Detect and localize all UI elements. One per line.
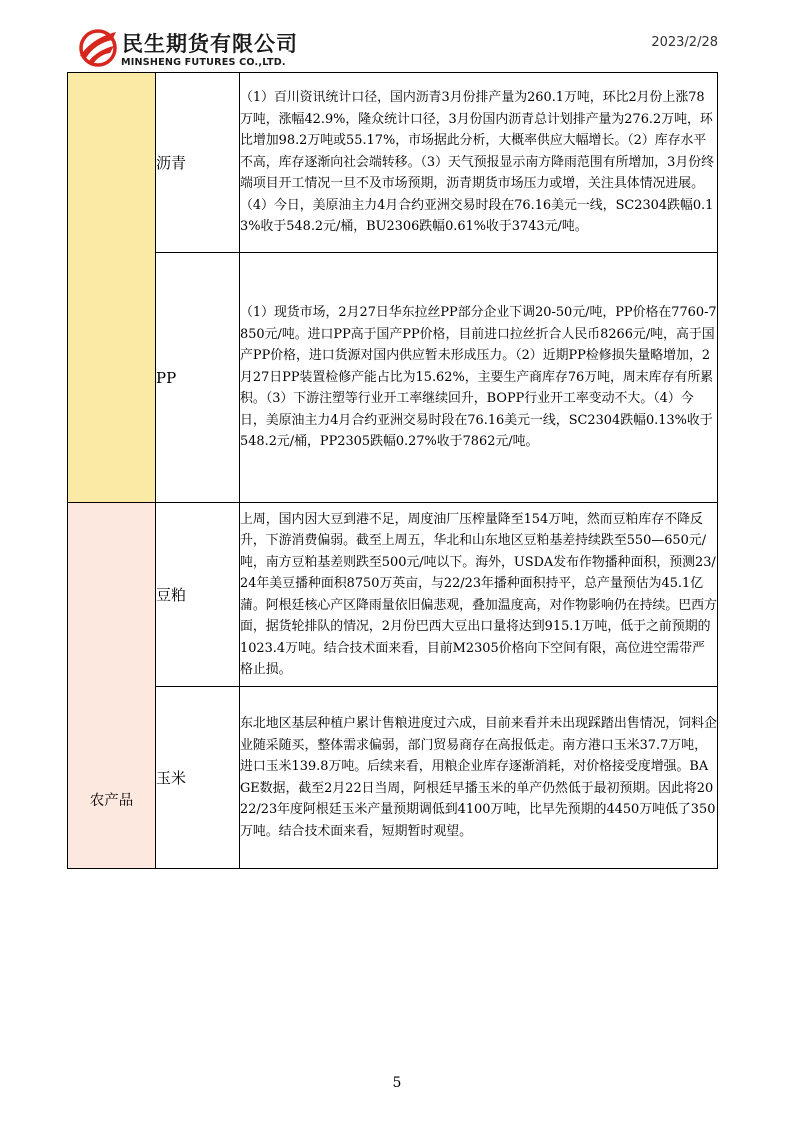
minsheng-logo-icon bbox=[78, 26, 118, 68]
company-name-cn: 民生期货有限公司 bbox=[122, 32, 298, 56]
page-number: 5 bbox=[392, 1075, 402, 1091]
commodity-commentary bbox=[240, 687, 718, 869]
commodity-commentary bbox=[240, 73, 718, 253]
category-label: 农产品 bbox=[89, 793, 134, 809]
category-cell-agri bbox=[68, 503, 156, 869]
table-row bbox=[68, 503, 718, 687]
report-date: 2023/2/28 bbox=[651, 35, 718, 50]
commentary-text: 东北地区基层种植户累计售粮进度过六成，目前来看并未出现踩踏出售情况，饲料企业随采随买，整体需求偏弱，部门贸易商存在高报低走。南方港口玉米37.7万吨，进口玉米139.8万吨。后续来看，用粮企业库存逐渐消耗，对价格接受度增强。BAGE数据，截至2月22日当周，阿根廷早播玉米的单产仍然低于最初预期。因此将2022/23年度阿根廷玉米产量预期调低到4100万吨，比早先预期的4450万吨低了350万吨。结合技术面来看，短期暂时观望。 bbox=[240, 716, 717, 839]
table-row bbox=[68, 253, 718, 503]
table-row bbox=[68, 73, 718, 253]
page-header bbox=[0, 0, 794, 72]
commentary-text: （1）现货市场，2月27日华东拉丝PP部分企业下调20-50元/吨，PP价格在7760-7850元/吨。进口PP高于国产PP价格，目前进口拉丝折合人民币8266元/吨，高于国产PP价格，进口货源对国内供应暂未形成压力。（2）近期PP检修损失量略增加，2月27日PP装置检修产能占比为15.62%，主要生产商库存76万吨，周末库存有所累积。（3）下游注塑等行业开工率继续回升，BOPP行业开工率变动不大。（4）今日，美原油主力4月合约亚洲交易时段在76.16美元一线，SC2304跌幅0.13%收于548.2元/桶，PP2305跌幅0.27%收于7862元/吨。 bbox=[240, 305, 717, 450]
table-row bbox=[68, 687, 718, 869]
commodity-name: PP bbox=[156, 253, 240, 503]
commentary-text: 上周，国内因大豆到港不足，周度油厂压榨量降至154万吨，然而豆粕库存不降反升，下游消费偏弱。截至上周五，华北和山东地区豆粕基差持续跌至550—650元/吨，南方豆粕基差则跌至500元/吨以下。海外，USDA发布作物播种面积，预测23/24年美豆播种面积8750万英亩，与22/23年播种面积持平，总产量预估为45.1亿蒲。阿根廷核心产区降雨量依旧偏悲观，叠加温度高，对作物影响仍在持续。巴西方面，据货轮排队的情况，2月份巴西大豆出口量将达到915.1万吨，低于之前预期的1023.4万吨。结合技术面来看，目前M2305价格向下空间有限，高位进空需带严格止损。 bbox=[240, 511, 717, 677]
commodity-name: 沥青 bbox=[156, 73, 240, 253]
commentary-text: （1）百川资讯统计口径，国内沥青3月份排产量为260.1万吨，环比2月份上涨78万吨，涨幅42.9%，隆众统计口径，3月份国内沥青总计划排产量为276.2万吨，环比增加98.2万吨或55.17%，市场据此分析，大概率供应大幅增长。（2）库存水平不高，库存逐渐向社会端转移。（3）天气预报显示南方降雨范围有所增加，3月份终端项目开工情况一旦不及市场预期，沥青期货市场压力或增，关注具体情况进展。（4）今日，美原油主力4月合约亚洲交易时段在76.16美元一线，SC2304跌幅0.13%收于548.2元/桶，BU2306跌幅0.61%收于3743元/吨。 bbox=[240, 90, 715, 235]
commodity-commentary bbox=[240, 253, 718, 503]
company-name-en: MINSHENG FUTURES CO.,LTD. bbox=[121, 57, 286, 68]
category-cell-energy bbox=[68, 73, 156, 503]
commodity-commentary-table bbox=[67, 72, 718, 869]
commodity-commentary bbox=[240, 503, 718, 687]
commodity-name: 豆粕 bbox=[156, 503, 240, 687]
commodity-name: 玉米 bbox=[156, 687, 240, 869]
